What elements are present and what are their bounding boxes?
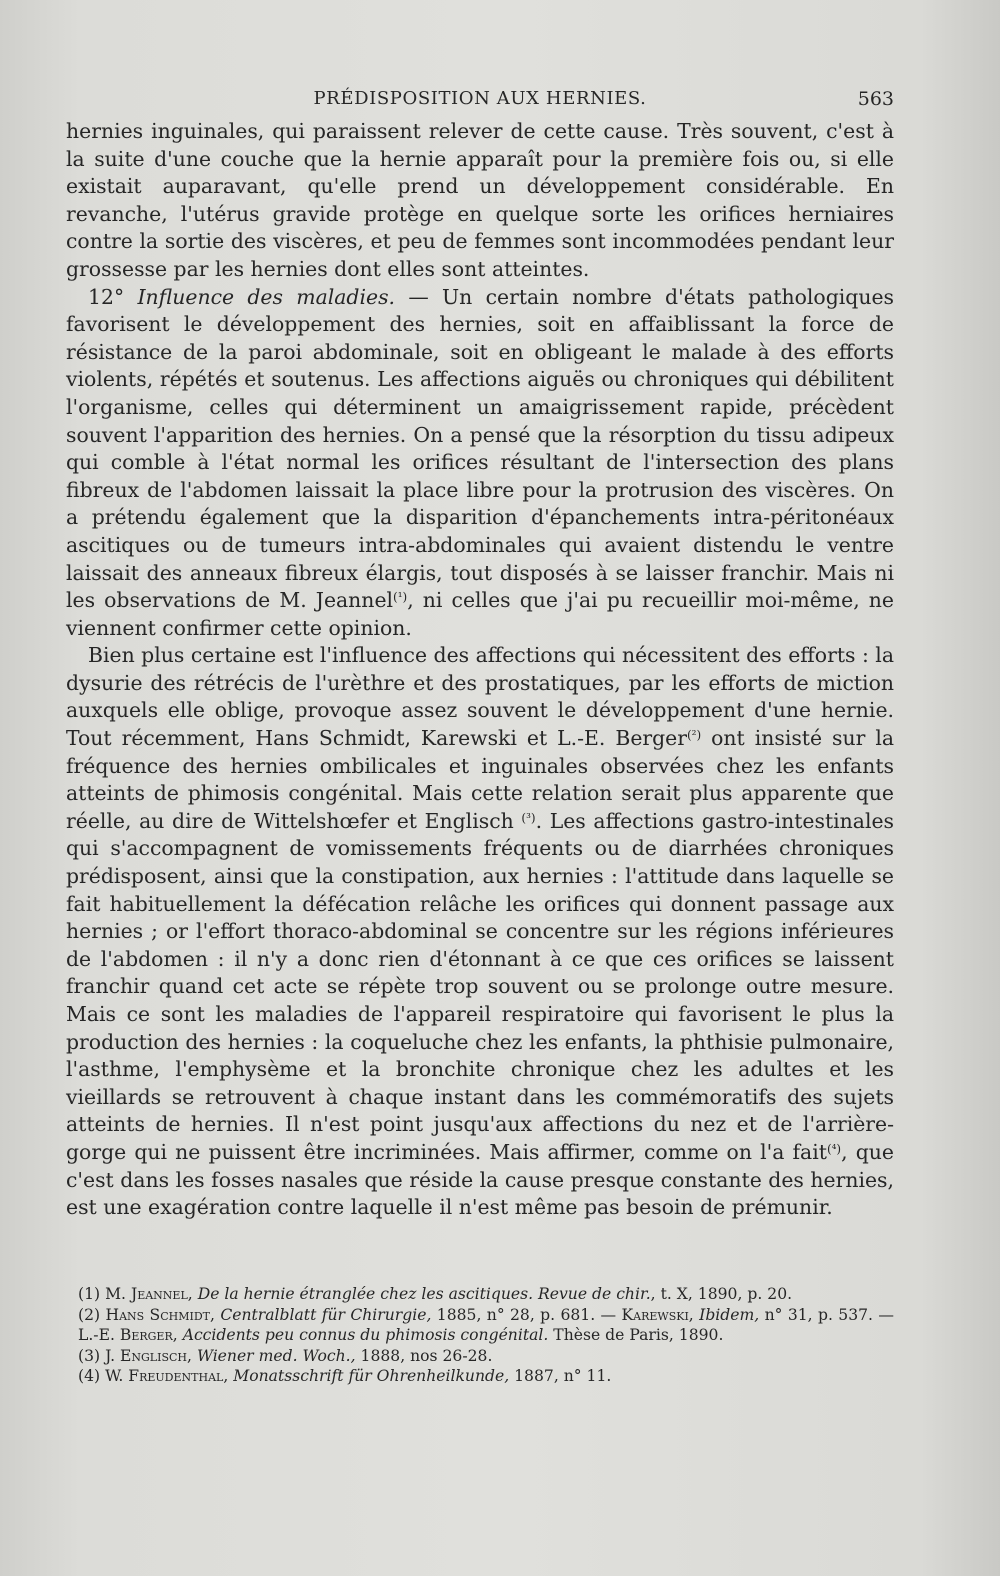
footnotes [66,1284,894,1387]
paragraph-1: hernies inguinales, qui paraissent relever de cette cause. Très souvent, c'est à la suite d'une couche que la hernie apparaît pour la première fois ou, si elle existait auparavant, qu'elle prend un développement considérable. En revanche, l'utérus gravide protège en quelque sorte les orifices herniaires contre la sortie des viscères, et peu de femmes sont incommodées pendant leur grossesse par les hernies dont elles sont atteintes. [66,119,894,281]
footnote-ref-4[interactable]: (⁴) [826,1141,842,1156]
page-number: 563 [857,88,894,110]
footnote-ref-1[interactable]: (¹) [393,590,408,605]
footnote-2: (2) Hans Schmidt, Centralblatt für Chirurgie, 1885, n° 28, p. 681. — Karewski, Ibidem, n° 31, p. 537. — L.-E. Berger, Accidents peu connus du phimosis congénital. Thèse de Paris, 1890. [78,1305,894,1345]
footnote-1: (1) M. Jeannel, De la hernie étranglée chez les ascitiques. Revue de chir., t. X, 1890, p. 20. [78,1285,793,1303]
page-header [66,88,894,116]
paragraph-2: 12° Influence des maladies. — Un certain nombre d'états pathologiques favorisent le développement des hernies, soit en affaiblissant la force de résistance de la paroi abdominale, soit en obligeant le malade à des efforts violents, répétés et soutenus. Les affections aiguës ou chroniques qui débilitent l'organisme, celles qui déterminent un amaigrissement rapide, précèdent souvent l'apparition des hernies. On a pensé que la résorption du tissu adipeux qui comble à l'état normal les orifices résultant de l'intersection des plans fibreux de l'abdomen laissait la place libre pour la protrusion des viscères. On a prétendu également que la disparition d'épanchements intra-péritonéaux ascitiques ou de tumeurs intra-abdominales qui avaient distendu le ventre laissait des anneaux fibreux élargis, tout disposés à se laisser franchir. Mais ni les observations de M. Jeannel$^{(^1)}$, ni celles que j'ai pu recueillir moi-même, ne viennent confirmer cette opinion. [66,284,894,640]
running-title: PRÉDISPOSITION AUX HERNIES. [313,88,647,109]
footnote-4: (4) W. Freudenthal, Monatsschrift für Ohrenheilkunde, 1887, n° 11. [78,1367,612,1386]
paragraph-3: Bien plus certaine est l'influence des affections qui nécessitent des efforts : la dysurie des rétrécis de l'urèthre et des prostatiques, par les efforts de miction auxquels elle oblige, provoque assez souvent le développement d'une hernie. Tout récemment, Hans Schmidt, Karewski et L.-E. Berger$^{(^2)}$ ont insisté sur la fréquence des hernies ombilicales et inguinales observées chez les enfants atteints de phimosis congénital. Mais cette relation serait plus apparente que réelle, au dire de Wittelshœfer et Englisch $^{(^3)}$. Les affections gastro-intestinales qui s'accompagnent de vomissements fréquents ou de diarrhées chroniques prédisposent, ainsi que la constipation, aux hernies : l'attitude dans laquelle se fait habituellement la défécation relâche les orifices qui donnent passage aux hernies ; or l'effort thoraco-abdominal se concentre sur les régions inférieures de l'abdomen : il n'y a donc rien d'étonnant à ce que ces orifices se laissent franchir quand cet acte se répète trop souvent ou se prolonge outre mesure. Mais ce sont les maladies de l'appareil respiratoire qui favorisent le plus la production des hernies : la coqueluche chez les enfants, la phthisie pulmonaire, l'asthme, l'emphysème et la bronchite chronique chez les adultes et les vieillards se retrouvent à chaque instant dans les commémoratifs des sujets atteints de hernies. Il n'est point jusqu'aux affections du nez et de l'arrière-gorge qui ne puissent être incriminées. Mais affirmer, comme on l'a fait$^{(^4)}$, que c'est dans les fosses nasales que réside la cause presque constante des hernies, est une exagération contre laquelle il n'est même pas besoin de prémunir. [66,643,895,1220]
footnote-ref-2[interactable]: (²) [687,728,702,743]
footnote-ref-3[interactable]: (³) [521,810,536,825]
body-text [66,118,894,1222]
section-number: 12° [88,284,125,309]
section-heading: Influence des maladies. [137,284,396,309]
footnote-3: (3) J. Englisch, Wiener med. Woch., 1888, nos 26-28. [78,1346,493,1365]
